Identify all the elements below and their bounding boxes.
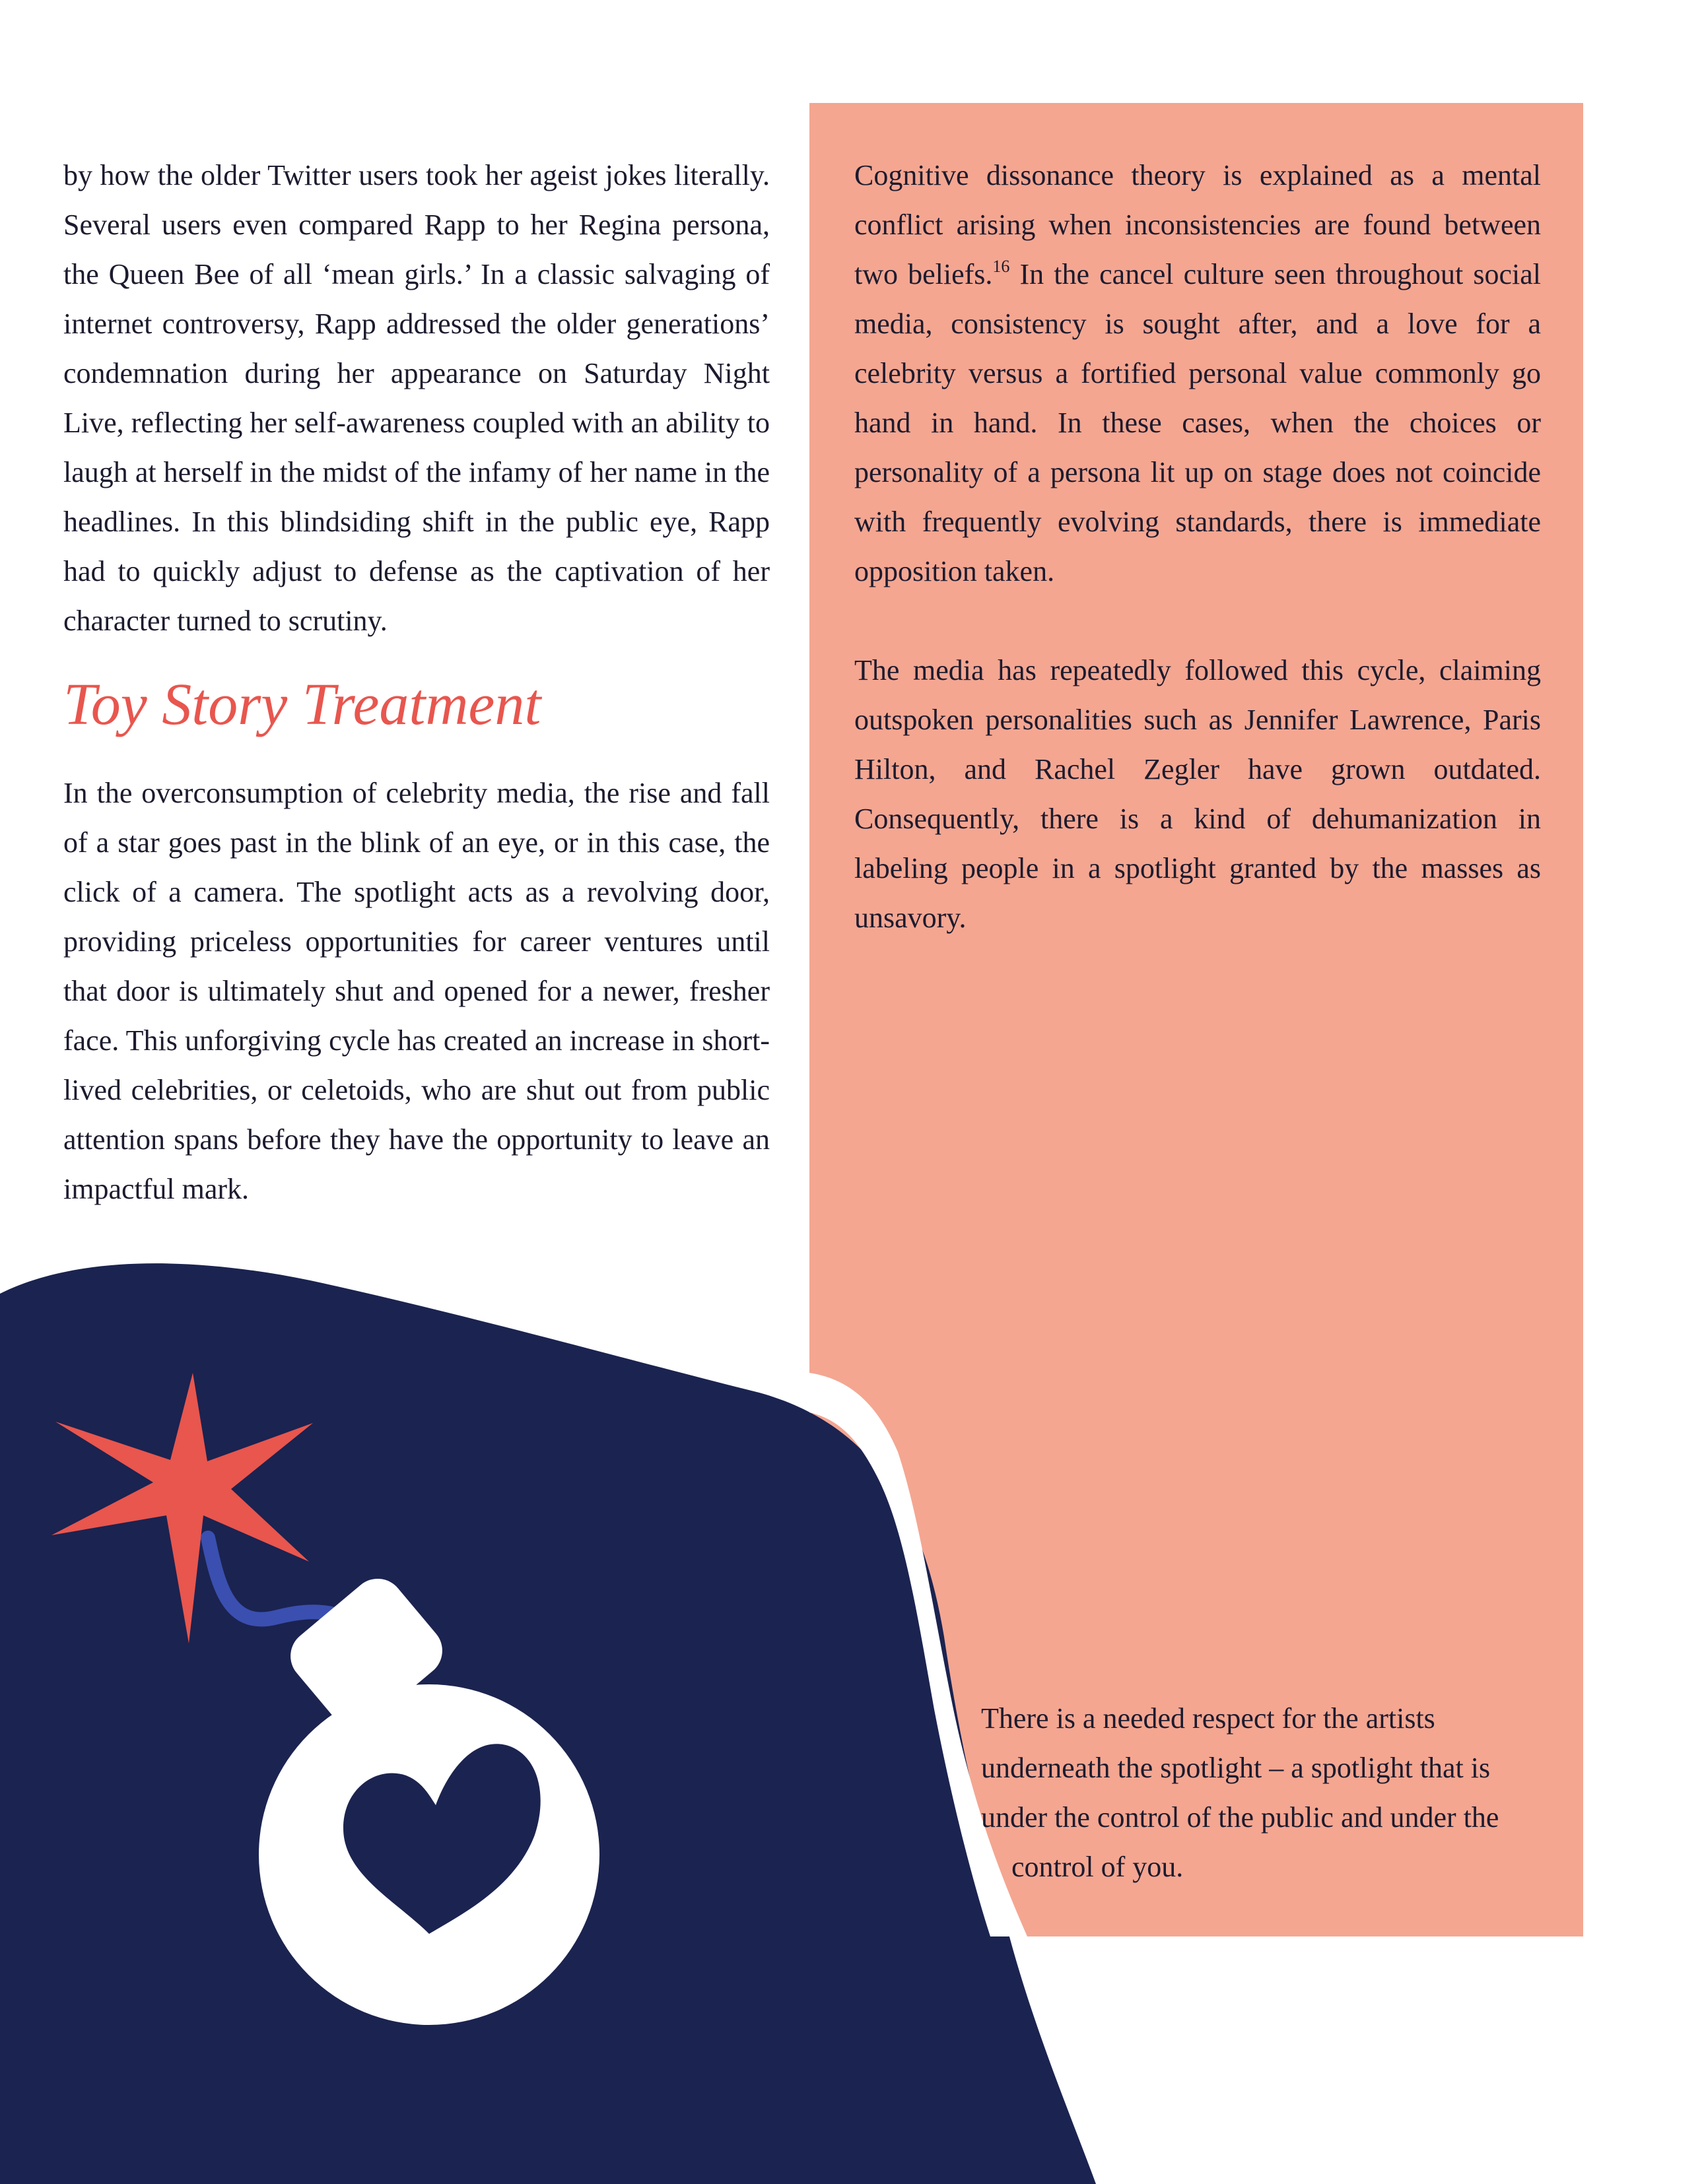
- right-paragraph-1: [854, 150, 1541, 596]
- navy-blob: [0, 1263, 1096, 2184]
- left-paragraph-2: In the overconsumption of celebrity media, the rise and fall of a star goes past in the blink of an eye, or in this case, the click of a camera. The spotlight acts as a revolving door, providing priceless opportunities for career ventures until that door is ultimately shut and opened for a newer, fresher face. This unforgiving cycle has created an increase in short-lived celebrities, or celetoids, who are shut out from public attention spans before they have the opportunity to leave an impactful mark.: [63, 777, 770, 1205]
- quote-line-3: under the control of the public and under the: [981, 1801, 1499, 1834]
- right-paragraph-1-text: Cognitive dissonance theory is explained as a mental conflict arising when inconsistencies are found between two beliefs.: [854, 159, 1541, 290]
- section-heading: Toy Story Treatment: [63, 672, 541, 737]
- quote-line-4: control of you.: [1011, 1851, 1184, 1883]
- footnote-marker: 16: [992, 257, 1010, 276]
- right-column: [854, 150, 1541, 992]
- pull-quote: [981, 1694, 1541, 1892]
- left-paragraph-1: by how the older Twitter users took her ageist jokes literally. Several users even compared Rapp to her Regina persona, the Queen Bee of all ‘mean girls.’ In a classic salvaging of internet controversy, Rapp addressed the older generations’ condemnation during her appearance on Saturday Night Live, reflecting her self-awareness coupled with an ability to laugh at herself in the midst of the infamy of her name in the headlines. In this blindsiding shift in the public eye, Rapp had to quickly adjust to defense as the captivation of her character turned to scrutiny.: [63, 159, 770, 637]
- right-paragraph-1-continued: In the cancel culture seen throughout social media, consistency is sought after, and a love for a celebrity versus a fortified personal value commonly go hand in hand. In these cases, when the choices or personality of a persona lit up on stage does not coincide with frequently evolving standards, there is immediate opposition taken.: [854, 258, 1541, 587]
- quote-line-1: There is a needed respect for the artists: [981, 1702, 1435, 1735]
- left-column: [63, 150, 770, 1214]
- quote-line-2: underneath the spotlight – a spotlight that is: [981, 1752, 1491, 1784]
- right-paragraph-2: The media has repeatedly followed this cycle, claiming outspoken personalities such as Jennifer Lawrence, Paris Hilton, and Rachel Zegler have grown outdated. Consequently, there is a kind of dehumanization in labeling people in a spotlight granted by the masses as unsavory.: [854, 654, 1541, 934]
